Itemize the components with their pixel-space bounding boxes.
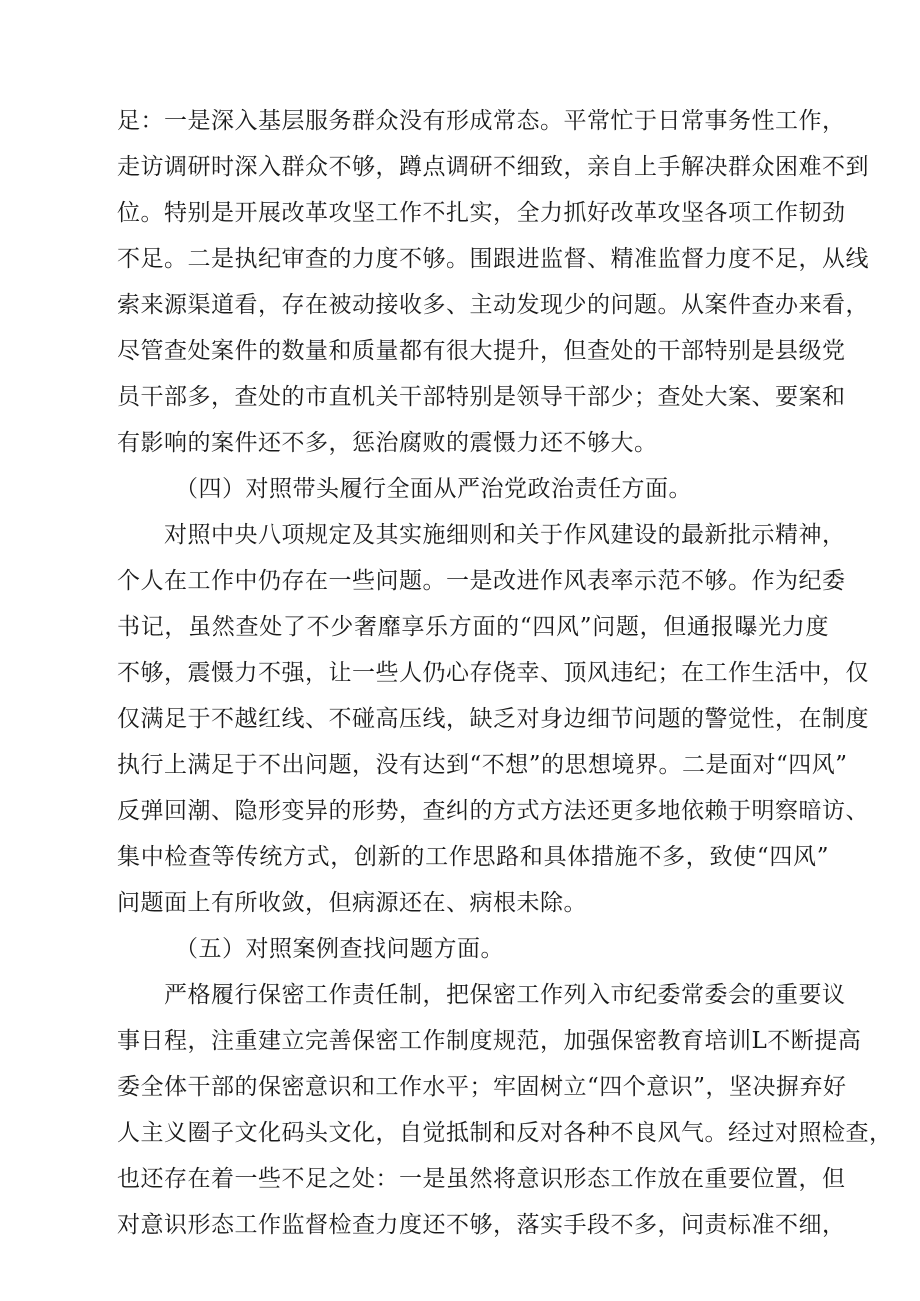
text-line: 事日程，注重建立完善保密工作制度规范，加强保密教育培训L不断提高 [117,1028,862,1054]
section-heading: （五）对照案例查找问题方面。 [175,936,504,962]
section-heading: （四）对照带头履行全面从严治党政治责任方面。 [175,476,692,502]
text-line: 反弹回潮、隐形变异的形势，查纠的方式方法还更多地依赖于明察暗访、 [117,798,869,824]
text-line: 位。特别是开展改革攻坚工作不扎实，全力抓好改革攻坚各项工作韧劲 [117,200,846,226]
text-line: 尽管查处案件的数量和质量都有很大提升，但查处的干部特别是县级党 [117,338,846,364]
text-line: 也还存在着一些不足之处：一是虽然将意识形态工作放在重要位置，但 [117,1166,846,1192]
text-line: 书记，虽然查处了不少奢靡享乐方面的“四风”问题，但通报曝光力度 [117,614,829,640]
text-line: 走访调研时深入群众不够，蹲点调研不细致，亲自上手解决群众困难不到 [117,154,869,180]
text-line: 足：一是深入基层服务群众没有形成常态。平常忙于日常事务性工作， [117,108,846,134]
text-line: 执行上满足于不出问题，没有达到“不想”的思想境界。二是面对“四风” [117,752,848,778]
text-line: 对照中央八项规定及其实施细则和关于作风建设的最新批示精神， [164,522,846,548]
text-line: 集中检查等传统方式，创新的工作思路和具体措施不多，致使“四风” [117,844,829,870]
text-line: 不足。二是执纪审查的力度不够。围跟进监督、精准监督力度不足，从线 [117,246,869,272]
text-line: 人主义圈子文化码头文化，自觉抵制和反对各种不良风气。经过对照检查， [117,1120,893,1146]
text-line: 不够，震慑力不强，让一些人仍心存侥幸、顶风违纪；在工作生活中，仅 [117,660,869,686]
text-line: 问题面上有所收敛，但病源还在、病根未除。 [117,890,587,916]
text-line: 员干部多，查处的市直机关干部特别是领导干部少；查处大案、要案和 [117,384,846,410]
text-line: 委全体干部的保密意识和工作水平；牢固树立“四个意识”，坚决摒弃好 [117,1074,847,1100]
text-line: 有影响的案件还不多，惩治腐败的震慑力还不够大。 [117,430,658,456]
text-line: 对意识形态工作监督检查力度还不够，落实手段不多，问责标准不细， [117,1212,846,1238]
text-line: 个人在工作中仍存在一些问题。一是改进作风表率示范不够。作为纪委 [117,568,846,594]
text-line: 严格履行保密工作责任制，把保密工作列入市纪委常委会的重要议 [164,982,846,1008]
document-body [117,98,893,1248]
text-line: 索来源渠道看，存在被动接收多、主动发现少的问题。从案件查办来看， [117,292,869,318]
text-line: 仅满足于不越红线、不碰高压线，缺乏对身边细节问题的警觉性，在制度 [117,706,869,732]
